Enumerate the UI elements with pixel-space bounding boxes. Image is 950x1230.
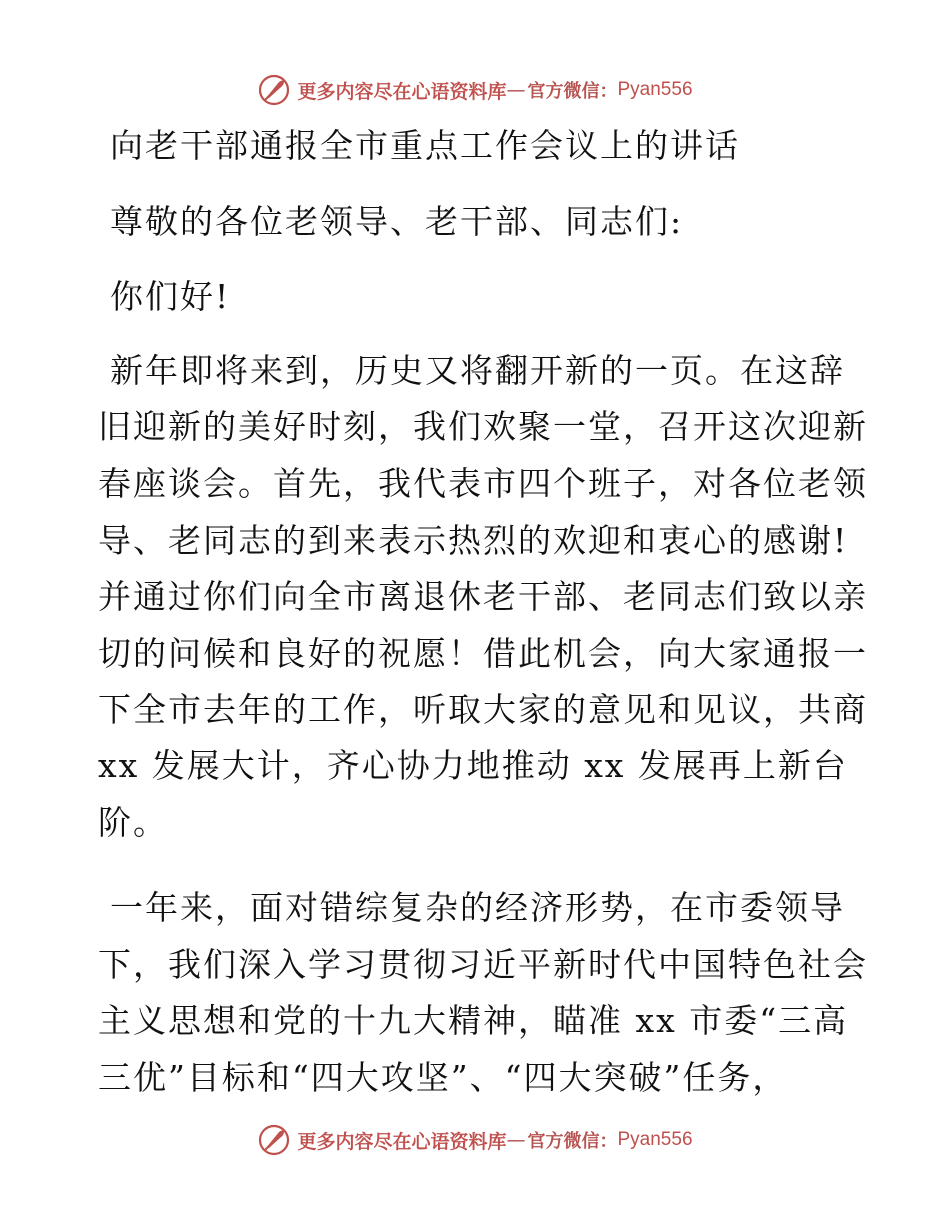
watermark-dash: — — [506, 79, 526, 101]
quill-pen-logo-icon — [257, 73, 291, 107]
watermark-dash: — — [506, 1129, 526, 1151]
paragraph1-line: 导、老同志的到来表示热烈的欢迎和衷心的感谢! — [98, 521, 849, 560]
watermark-official-label: 官方微信： — [527, 1131, 618, 1152]
watermark-slogan: 更多内容尽在心语资料库 — [297, 1130, 507, 1153]
paragraph2-line: 一年来，面对错综复杂的经济形势，在市委领导 — [110, 888, 845, 927]
greeting: 你们好! — [110, 277, 231, 316]
watermark-wechat-id: Pyan556 — [617, 79, 693, 100]
paragraph1-line: xx 发展大计，齐心协力地推动 xx 发展再上新台 — [98, 746, 848, 785]
paragraph1-line: 新年即将来到，历史又将翻开新的一页。在这辞 — [110, 351, 845, 390]
paragraph2-line: 下，我们深入学习贯彻习近平新时代中国特色社会 — [98, 945, 868, 984]
watermark-slogan: 更多内容尽在心语资料库 — [297, 80, 507, 103]
quill-pen-logo-icon — [257, 1123, 291, 1157]
footer-watermark — [0, 1120, 950, 1160]
paragraph1-line: 旧迎新的美好时刻，我们欢聚一堂，召开这次迎新 — [98, 407, 868, 446]
paragraph2-line: 主义思想和党的十九大精神，瞄准 xx 市委“三高 — [98, 1001, 849, 1040]
paragraph1-line: 春座谈会。首先，我代表市四个班子，对各位老领 — [98, 464, 868, 503]
paragraph1-line: 下全市去年的工作，听取大家的意见和见议，共商 — [98, 690, 868, 729]
paragraph2-line: 三优”目标和“四大攻坚”、“四大突破”任务， — [98, 1058, 788, 1097]
salutation: 尊敬的各位老领导、老干部、同志们: — [110, 202, 684, 241]
watermark-official-label: 官方微信： — [527, 81, 618, 102]
paragraph1-line: 切的问候和良好的祝愿！借此机会，向大家通报一 — [98, 634, 868, 673]
header-watermark — [0, 70, 950, 110]
paragraph1-line: 并通过你们向全市离退休老干部、老同志们致以亲 — [98, 577, 868, 616]
document-title: 向老干部通报全市重点工作会议上的讲话 — [110, 126, 740, 165]
paragraph1-line: 阶。 — [98, 803, 168, 842]
watermark-wechat-id: Pyan556 — [617, 1129, 693, 1150]
